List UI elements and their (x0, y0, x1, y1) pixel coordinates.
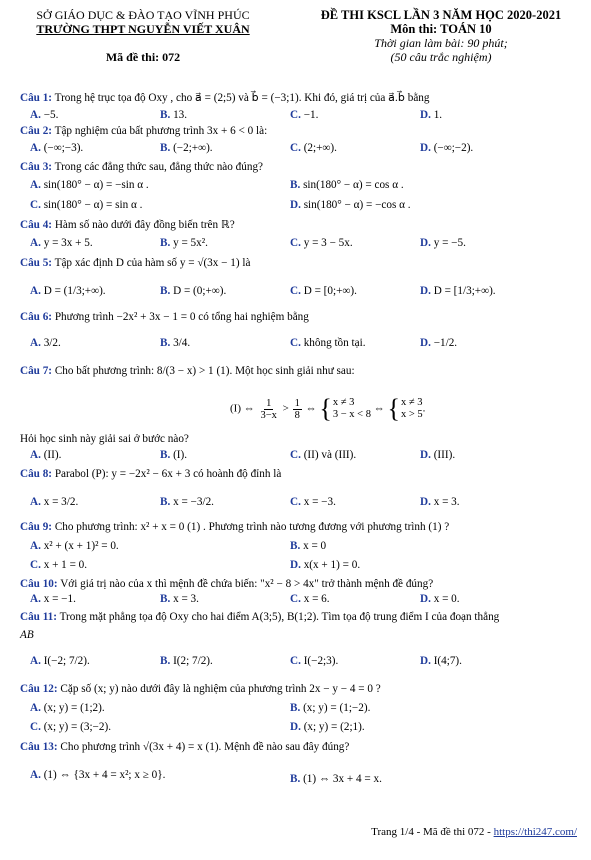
option-a[interactable]: A. (x; y) = (1;2). (30, 702, 105, 714)
question-7: Câu 7: Cho bất phương trình: 8/(3 − x) > 1 (1). Một học sinh giải như sau: (20, 365, 355, 377)
option-d[interactable]: D. x(x + 1) = 0. (290, 559, 361, 571)
option-d[interactable]: D. (−∞;−2). (420, 142, 474, 154)
option-c[interactable]: C. x + 1 = 0. (30, 559, 88, 571)
question-number: Câu 1: (20, 92, 53, 104)
dept-name: SỞ GIÁO DỤC & ĐÀO TẠO VĨNH PHÚC (36, 8, 250, 22)
question-4: Câu 4: Hàm số nào dưới đây đồng biến trên ℝ? (20, 219, 235, 231)
option-d[interactable]: D. y = −5. (420, 237, 466, 249)
option-b[interactable]: B. (1) ⇔ 3x + 4 = x. (290, 773, 382, 785)
exam-code: Mã đề thi: 072 (105, 50, 181, 64)
question-7-followup: Hỏi học sinh này giải sai ở bước nào? (20, 433, 189, 445)
option-a[interactable]: A. I(−2; 7/2). (30, 655, 90, 667)
option-c[interactable]: C. (x; y) = (3;−2). (30, 721, 111, 733)
option-c[interactable]: C. y = 3 − 5x. (290, 237, 353, 249)
option-c[interactable]: C. −1. (290, 109, 319, 121)
option-d[interactable]: D. 1. (420, 109, 443, 121)
question-2: Câu 2: Tập nghiệm của bất phương trình 3x + 6 < 0 là: (20, 125, 268, 137)
option-b[interactable]: B. (x; y) = (1;−2). (290, 702, 371, 714)
exam-title: ĐỀ THI KSCL LẦN 3 NĂM HỌC 2020-2021 (320, 8, 562, 22)
option-d[interactable]: D. I(4;7). (420, 655, 462, 667)
question-count: (50 câu trắc nghiệm) (390, 50, 492, 64)
question-12: Câu 12: Cặp số (x; y) nào dưới đây là nghiệm của phương trình 2x − y − 4 = 0 ? (20, 683, 381, 695)
option-d[interactable]: D. D = [1/3;+∞). (420, 285, 496, 297)
option-a[interactable]: A. x² + (x + 1)² = 0. (30, 540, 119, 552)
time-limit: Thời gian làm bài: 90 phút; (374, 36, 508, 50)
option-d[interactable]: D. sin(180° − α) = −cos α . (290, 199, 411, 211)
footer-link[interactable]: https://thi247.com/ (493, 826, 577, 838)
question-13: Câu 13: Cho phương trình √(3x + 4) = x (1). Mệnh đề nào sau đây đúng? (20, 741, 350, 753)
option-a[interactable]: A. (−∞;−3). (30, 142, 84, 154)
option-b[interactable]: B. x = 3. (160, 593, 199, 605)
option-c[interactable]: C. I(−2;3). (290, 655, 339, 667)
question-6: Câu 6: Phương trình −2x² + 3x − 1 = 0 có tổng hai nghiệm bằng (20, 311, 309, 323)
question-11-line2: AB (20, 629, 34, 641)
option-b[interactable]: B. sin(180° − α) = cos α . (290, 179, 404, 191)
question-3: Câu 3: Trong các đẳng thức sau, đẳng thức nào đúng? (20, 161, 264, 173)
header-right (300, 8, 582, 64)
option-d[interactable]: D. (x; y) = (2;1). (290, 721, 365, 733)
option-a[interactable]: A. sin(180° − α) = −sin α . (30, 179, 149, 191)
school-name: TRƯỜNG THPT NGUYỄN VIẾT XUÂN (36, 22, 250, 36)
option-b[interactable]: B. I(2; 7/2). (160, 655, 213, 667)
option-d[interactable]: D. x = 0. (420, 593, 460, 605)
option-a[interactable]: A. D = (1/3;+∞). (30, 285, 106, 297)
option-c[interactable]: C. x = −3. (290, 496, 336, 508)
option-a[interactable]: A. y = 3x + 5. (30, 237, 93, 249)
option-b[interactable]: B. x = −3/2. (160, 496, 214, 508)
option-b[interactable]: B. 3/4. (160, 337, 191, 349)
option-c[interactable]: C. (2;+∞). (290, 142, 337, 154)
option-d[interactable]: D. −1/2. (420, 337, 458, 349)
option-a[interactable]: A. x = −1. (30, 593, 76, 605)
option-a[interactable]: A. x = 3/2. (30, 496, 79, 508)
question-5: Câu 5: Tập xác định D của hàm số y = √(3x − 1) là (20, 257, 251, 269)
option-a[interactable]: A. (1) ⇔ {3x + 4 = x²; x ≥ 0}. (30, 769, 166, 781)
option-b[interactable]: B. x = 0 (290, 540, 327, 552)
question-8: Câu 8: Parabol (P): y = −2x² − 6x + 3 có hoành độ đỉnh là (20, 468, 282, 480)
option-a[interactable]: A. −5. (30, 109, 59, 121)
page-footer: Trang 1/4 - Mã đề thi 072 - https://thi247.com/ (371, 826, 577, 838)
option-b[interactable]: B. 13. (160, 109, 188, 121)
question-9: Câu 9: Cho phương trình: x² + x = 0 (1) . Phương trình nào tương đương với phương trình (1) ? (20, 521, 450, 533)
option-a[interactable]: A. 3/2. (30, 337, 61, 349)
option-a[interactable]: A. (II). (30, 449, 62, 461)
question-10: Câu 10: Với giá trị nào của x thì mệnh đề chứa biến: "x² − 8 > 4x" trở thành mệnh đề đúng? (20, 578, 434, 590)
option-d[interactable]: D. (III). (420, 449, 456, 461)
subject: Môn thi: TOÁN 10 (390, 22, 492, 36)
question-1 (20, 91, 580, 105)
header-left (18, 8, 268, 64)
question-text: Trong hệ trục tọa độ Oxy , cho a⃗ = (2;5) và b⃗ = (−3;1). Khi đó, giá trị của a⃗.b⃗ bằng (54, 92, 430, 104)
option-b[interactable]: B. D = (0;+∞). (160, 285, 227, 297)
option-c[interactable]: C. D = [0;+∞). (290, 285, 357, 297)
option-b[interactable]: B. (−2;+∞). (160, 142, 213, 154)
option-b[interactable]: B. (I). (160, 449, 188, 461)
option-c[interactable]: C. sin(180° − α) = sin α . (30, 199, 143, 211)
option-b[interactable]: B. y = 5x². (160, 237, 208, 249)
question-11: Câu 11: Trong mặt phẳng tọa độ Oxy cho hai điểm A(3;5), B(1;2). Tìm tọa độ trung điểm I của đoạn thẳng (20, 611, 500, 623)
option-d[interactable]: D. x = 3. (420, 496, 460, 508)
solution-steps: (I) ⇔ $\frac{1}{3-x}$ > $\frac{1}{8}$ ⇔ { x ≠ 3 3 − x < 8 ⇔ { x ≠ 3 x > 5 . (230, 394, 426, 423)
option-c[interactable]: C. x = 6. (290, 593, 330, 605)
option-c[interactable]: C. không tồn tại. (290, 337, 366, 349)
option-c[interactable]: C. (II) và (III). (290, 449, 357, 461)
